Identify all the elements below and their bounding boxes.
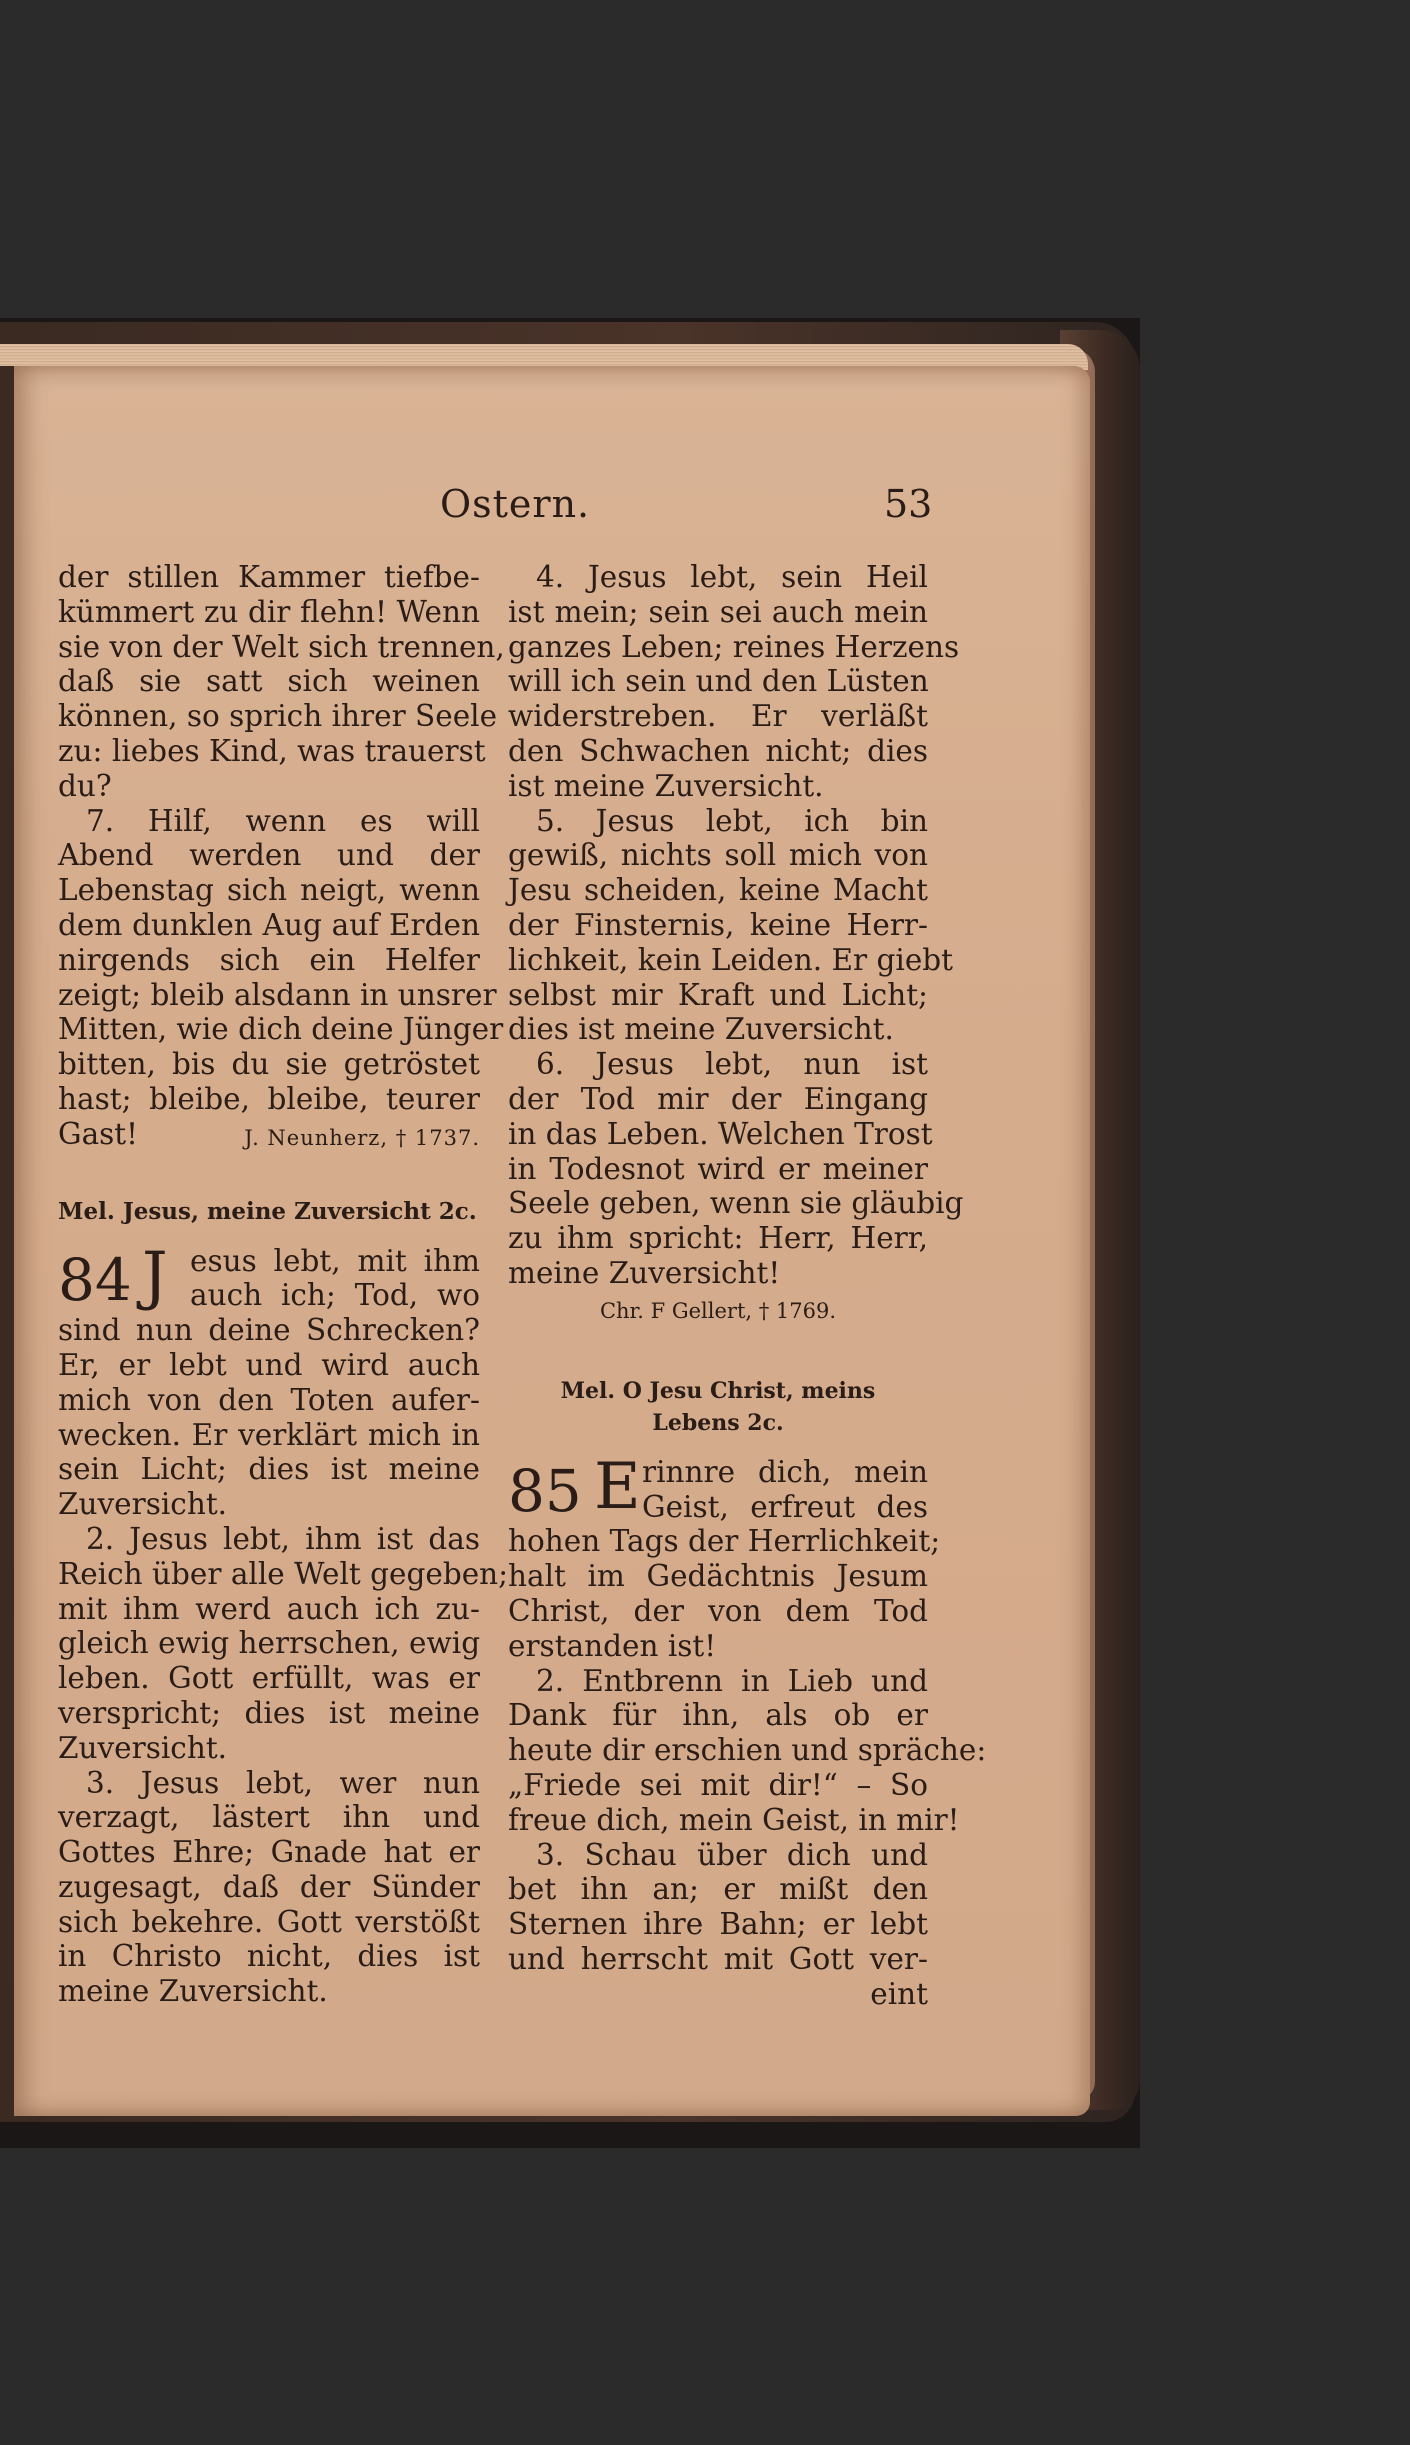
verse-block (58, 1313, 509, 2009)
text-line: Geist, erfreut des (642, 1489, 928, 1524)
initial-letter: E (594, 1449, 641, 1524)
spacer (58, 1152, 480, 1196)
text-line: daß sie satt sich weinen (58, 664, 480, 699)
page-gutter (0, 366, 14, 2116)
text-line: selbst mir Kraft und Licht; (508, 977, 928, 1012)
text-line: 2. Jesus lebt, ihm ist das (86, 1521, 480, 1556)
text-line: 3. Jesus lebt, wer nun (86, 1765, 480, 1800)
text-line: zugesagt, daß der Sünder (58, 1869, 480, 1904)
attribution: J. Neunherz, † 1737. (244, 1125, 480, 1150)
hymn-number: 84 (58, 1245, 132, 1314)
text-line: 5. Jesus lebt, ich bin (536, 803, 928, 838)
spacer (508, 1331, 928, 1375)
text-line-with-attribution (58, 1117, 480, 1152)
text-line: der stillen Kammer tiefbe- (58, 560, 480, 594)
text-line: sich bekehre. Gott verstößt (58, 1904, 480, 1939)
text-line: will ich sein und den Lüsten (508, 664, 929, 699)
text-line: erstanden ist! (508, 1628, 717, 1663)
text-line: zeigt; bleib alsdann in unsrer (58, 977, 497, 1012)
text-line: ganzes Leben; reines Herzens (508, 629, 960, 664)
text-line: Gottes Ehre; Gnade hat er (58, 1835, 480, 1870)
text-line: mich von den Toten aufer- (58, 1382, 480, 1417)
text-line: nirgends sich ein Helfer (58, 942, 480, 977)
text-line: heute dir erschien und spräche: (508, 1733, 987, 1768)
hymn-number: 85 (508, 1456, 582, 1525)
text-line: esus lebt, mit ihm (190, 1243, 480, 1278)
text-line: zu: liebes Kind, was trauerst (58, 733, 486, 768)
text-line: widerstreben. Er verläßt (508, 699, 928, 734)
running-head: Ostern. (440, 482, 591, 526)
text-line: 2. Entbrenn in Lieb und (536, 1663, 928, 1698)
catchword: eint (870, 1976, 928, 2011)
text-line: Gast! (58, 1116, 139, 1151)
text-line: ist meine Zuversicht. (508, 768, 824, 803)
text-line: Jesu scheiden, keine Macht (508, 873, 928, 908)
hymn-heading (508, 1449, 928, 1525)
text-line: freue dich, mein Geist, in mir! (508, 1802, 960, 1837)
spacer (508, 1439, 928, 1455)
text-line: wecken. Er verklärt mich in (58, 1417, 480, 1452)
text-line: bitten, bis du sie getröstet (58, 1047, 480, 1082)
text-line: leben. Gott erfüllt, was er (58, 1661, 480, 1696)
melody-line: Mel. O Jesu Christ, meins (560, 1377, 876, 1404)
text-line: verspricht; dies ist meine (58, 1695, 480, 1730)
text-line: Reich über alle Welt gegeben; (58, 1556, 509, 1591)
left-column (58, 560, 509, 2009)
text-line: ist mein; sein sei auch mein (508, 594, 928, 629)
text-line: Er, er lebt und wird auch (58, 1347, 480, 1382)
verse-block (58, 803, 504, 1152)
initial-letter: J (142, 1238, 168, 1313)
text-line: gewiß, nichts soll mich von (508, 838, 928, 873)
text-line: Christ, der von dem Tod (508, 1593, 928, 1628)
text-line: lichkeit, kein Leiden. Er giebt (508, 942, 954, 977)
page-number: 53 (884, 482, 933, 526)
verse-block (58, 560, 505, 804)
text-line: 3. Schau über dich und (536, 1837, 928, 1872)
verse-block (508, 1524, 987, 2011)
text-line: der Tod mir der Eingang (508, 1081, 928, 1116)
text-line: und herrscht mit Gott ver- (508, 1941, 928, 1976)
text-line: Zuversicht. (58, 1730, 228, 1765)
text-line: den Schwachen nicht; dies (508, 733, 928, 768)
text-line: halt im Gedächtnis Jesum (508, 1559, 928, 1594)
text-line: Zuversicht. (58, 1487, 228, 1522)
right-column (508, 560, 987, 2011)
text-line: auch ich; Tod, wo (190, 1278, 480, 1313)
text-line: Dank für ihn, als ob er (508, 1698, 928, 1733)
text-line: Lebenstag sich neigt, wenn (58, 873, 480, 908)
text-line: du? (58, 768, 112, 803)
text-line: 4. Jesus lebt, sein Heil (536, 560, 928, 594)
text-line: in Christo nicht, dies ist (58, 1939, 480, 1974)
text-line: Mitten, wie dich deine Jünger (58, 1012, 504, 1047)
text-line: Sternen ihre Bahn; er lebt (508, 1907, 928, 1942)
text-line: 6. Jesus lebt, nun ist (536, 1047, 928, 1082)
text-line: Abend werden und der (58, 838, 480, 873)
text-line: „Friede sei mit dir!“ – So (508, 1767, 928, 1802)
verse-block (508, 560, 964, 1291)
text-line: der Finsternis, keine Herr- (508, 907, 928, 942)
text-line: 7. Hilf, wenn es will (86, 803, 480, 838)
text-line: sie von der Welt sich trennen, (58, 629, 505, 664)
melody-line: Mel. Jesus, meine Zuversicht 2c. (58, 1197, 477, 1225)
text-line: sein Licht; dies ist meine (58, 1452, 480, 1487)
text-line: dies ist meine Zuversicht. (508, 1012, 894, 1047)
text-line: verzagt, lästert ihn und (58, 1800, 480, 1835)
text-line: in Todesnot wird er meiner (508, 1151, 928, 1186)
text-line: können, so sprich ihrer Seele (58, 699, 498, 734)
text-line: bet ihn an; er mißt den (508, 1872, 928, 1907)
spacer (58, 1228, 480, 1244)
text-line: zu ihm spricht: Herr, Herr, (508, 1221, 928, 1256)
text-line: dem dunklen Aug auf Erden (58, 907, 480, 942)
melody-line: Lebens 2c. (652, 1409, 784, 1436)
text-line: meine Zuversicht. (58, 1974, 328, 2009)
text-line: mit ihm werd auch ich zu- (58, 1591, 480, 1626)
text-line: sind nun deine Schrecken? (58, 1313, 480, 1348)
text-line: hohen Tags der Herrlichkeit; (508, 1524, 941, 1559)
text-line: in das Leben. Welchen Trost (508, 1116, 933, 1151)
attribution: Chr. F Gellert, † 1769. (599, 1298, 837, 1323)
text-line: kümmert zu dir flehn! Wenn (58, 594, 480, 629)
text-line: gleich ewig herrschen, ewig (58, 1626, 481, 1661)
hymn-heading (58, 1238, 480, 1314)
text-line: meine Zuversicht! (508, 1255, 781, 1290)
text-line: Seele geben, wenn sie gläubig (508, 1186, 964, 1221)
text-line: hast; bleibe, bleibe, teurer (58, 1081, 480, 1116)
text-line: rinnre dich, mein (642, 1454, 928, 1489)
